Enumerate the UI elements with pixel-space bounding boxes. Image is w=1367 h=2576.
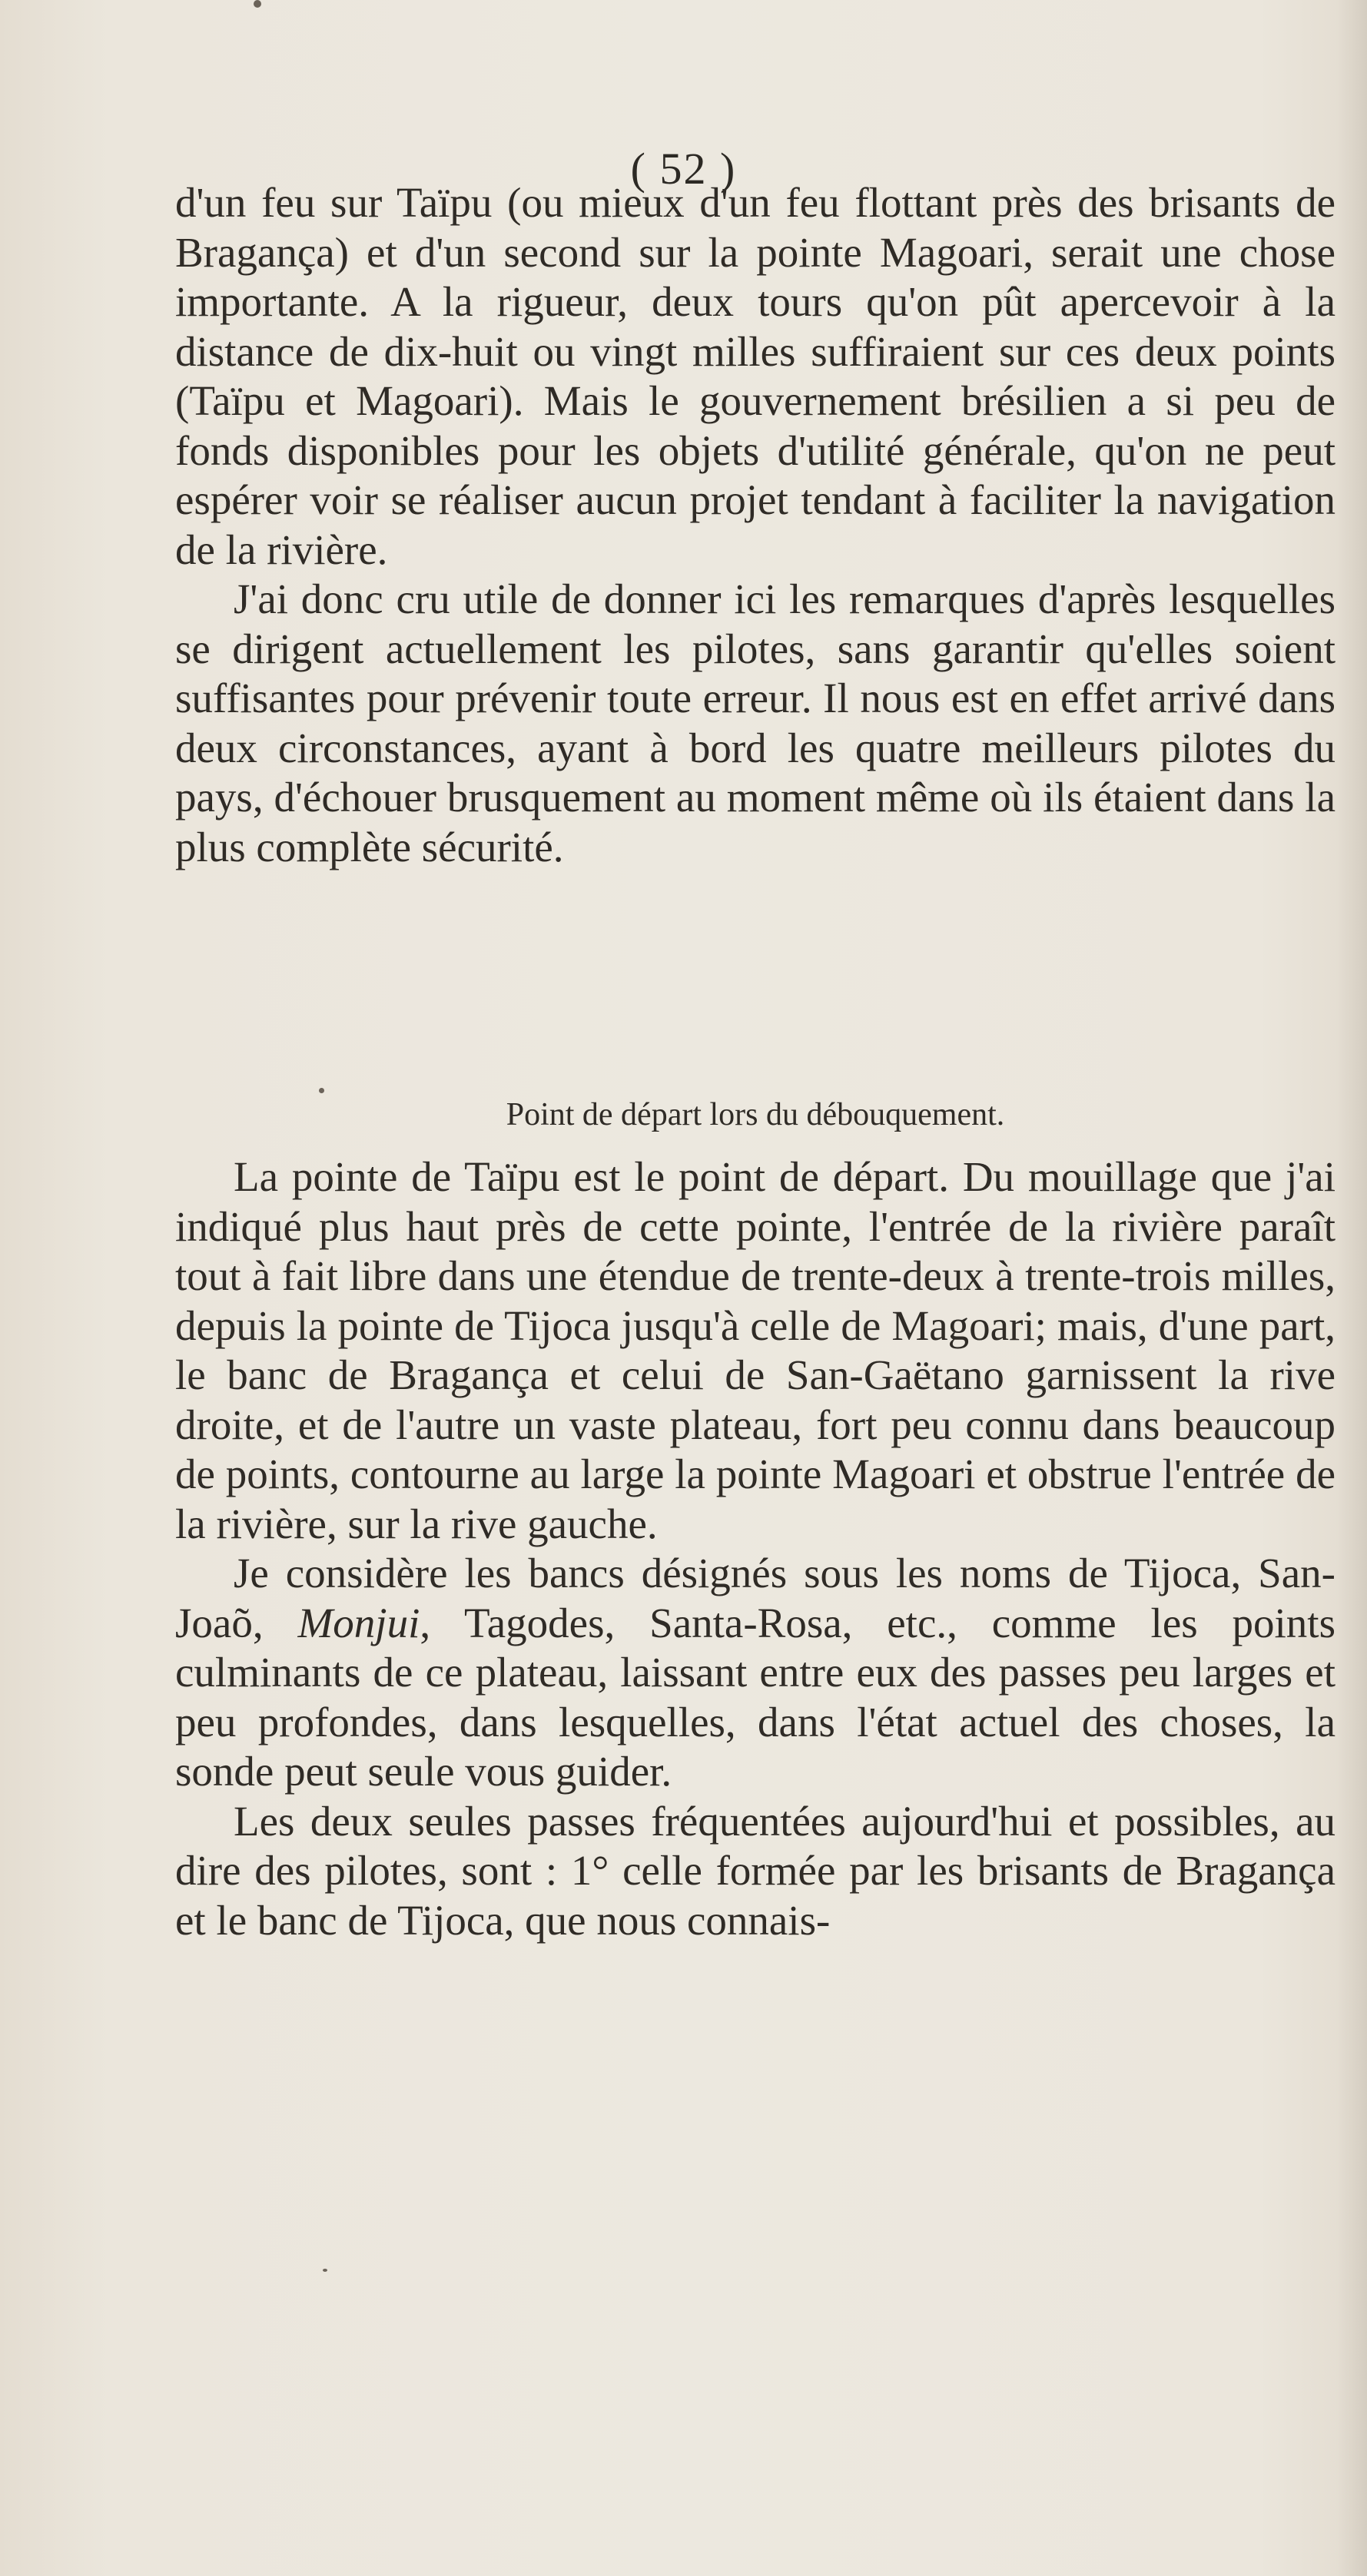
ink-spot <box>323 2269 327 2272</box>
page-edge-shadow <box>1336 0 1367 2576</box>
text-block-bottom <box>175 1152 1335 1945</box>
paragraph: Les deux seules passes fréquentées aujourd'hui et possibles, au dire des pilotes, sont : 1° celle formée par les brisants de Bragança et le banc de Tijoca, que nous connais- <box>175 1797 1335 1944</box>
ink-spot <box>254 0 261 8</box>
paragraph: J'ai donc cru utile de donner ici les remarques d'après lesquelles se dirigent actuellement les pilotes, sans garantir qu'elles soient suffisantes pour prévenir toute erreur. Il nous est en effet arrivé dans deux circonstances, ayant à bord les quatre meilleurs pilotes du pays, d'échouer brusquement au moment même où ils étaient dans la plus complète sécurité. <box>175 575 1335 870</box>
ink-spot <box>319 1088 324 1093</box>
paragraph <box>175 1549 1335 1797</box>
paragraph: La pointe de Taïpu est le point de départ. Du mouillage que j'ai indiqué plus haut près de cette pointe, l'entrée de la rivière paraît tout à fait libre dans une étendue de trente-deux à trente-trois milles, depuis la pointe de Tijoca jusqu'à celle de Magoari; mais, d'une part, le banc de Bragança et celui de San-Gaëtano garnissent la rive droite, et de l'autre un vaste plateau, fort peu connu dans beaucoup de points, contourne au large la pointe Magoari et obstrue l'entrée de la rivière, sur la rive gauche. <box>175 1153 1335 1547</box>
page-number: ( 52 ) <box>630 144 737 194</box>
text-block-top <box>175 178 1335 872</box>
paragraph-continuation: d'un feu sur Taïpu (ou mieux d'un feu flottant près des brisants de Bragança) et d'un second sur la pointe Magoari, serait une chose importante. A la rigueur, deux tours qu'on pût apercevoir à la distance de dix-huit ou vingt milles suffiraient sur ces deux points (Taïpu et Magoari). Mais le gouvernement brésilien a si peu de fonds disponibles pour les objets d'utilité générale, qu'on ne peut espérer voir se réaliser aucun projet tendant à faciliter la navigation de la rivière. <box>175 179 1335 573</box>
italic-term: Monjui <box>297 1599 420 1646</box>
section-heading: Point de départ lors du débouquement. <box>506 1097 1005 1132</box>
paragraph-text: , Tagodes, Santa-Rosa, etc., comme les points culminants de ce plateau, laissant entre eux des passes peu larges et peu profondes, dans lesquelles, dans l'état actuel des choses, la sonde peut seule vous guider. <box>175 1599 1335 1795</box>
paragraph-text: Je considère les bancs désignés sous les noms de Tijoca, San-Joaõ, <box>175 1550 1335 1646</box>
